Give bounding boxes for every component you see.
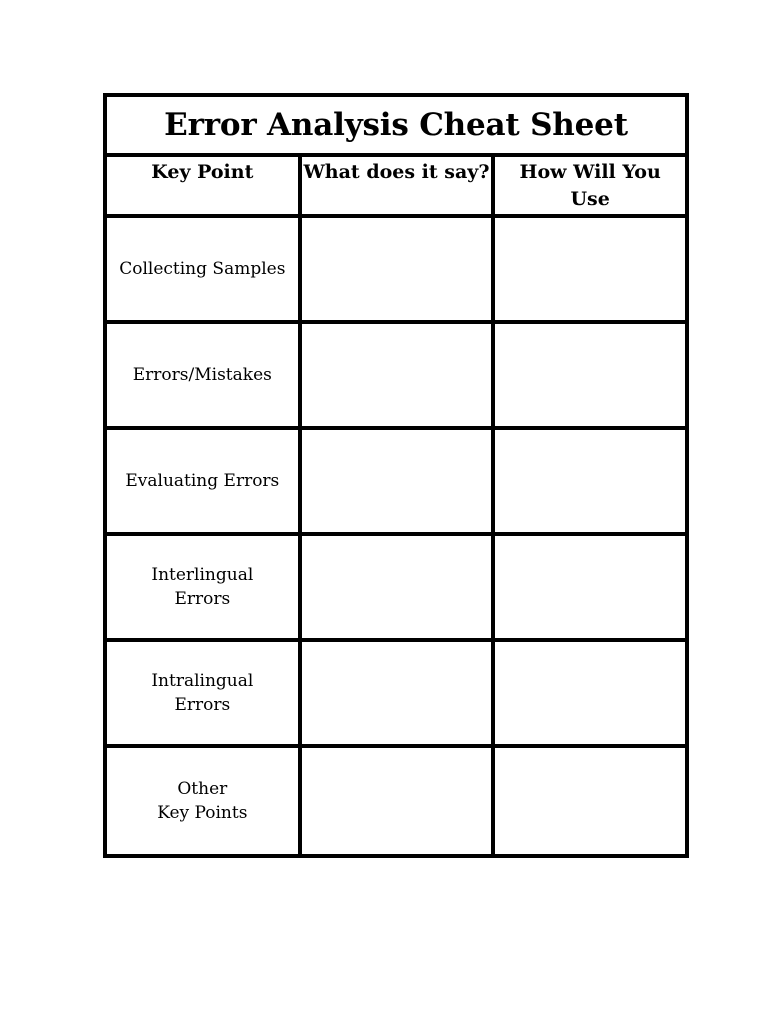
table-row — [105, 322, 687, 428]
how-will-you-use-cell — [493, 322, 687, 428]
key-point-cell: Other Key Points — [105, 746, 300, 856]
column-header-how-will-you-use: How Will You Use — [493, 155, 687, 216]
header-row — [105, 155, 687, 216]
table-row — [105, 746, 687, 856]
table-row — [105, 534, 687, 640]
key-point-cell: Interlingual Errors — [105, 534, 300, 640]
key-point-cell: Evaluating Errors — [105, 428, 300, 534]
what-does-it-say-cell — [300, 322, 494, 428]
how-will-you-use-cell — [493, 746, 687, 856]
how-will-you-use-cell — [493, 640, 687, 746]
how-will-you-use-cell — [493, 534, 687, 640]
how-will-you-use-cell — [493, 428, 687, 534]
key-point-cell: Intralingual Errors — [105, 640, 300, 746]
key-point-cell: Errors/Mistakes — [105, 322, 300, 428]
what-does-it-say-cell — [300, 746, 494, 856]
what-does-it-say-cell — [300, 216, 494, 322]
what-does-it-say-cell — [300, 534, 494, 640]
cheat-sheet-table — [103, 93, 689, 858]
key-point-cell: Collecting Samples — [105, 216, 300, 322]
table-row — [105, 216, 687, 322]
column-header-what-does-it-say: What does it say? — [300, 155, 494, 216]
table-row — [105, 640, 687, 746]
how-will-you-use-cell — [493, 216, 687, 322]
what-does-it-say-cell — [300, 428, 494, 534]
table-row — [105, 428, 687, 534]
sheet-title: Error Analysis Cheat Sheet — [105, 95, 687, 155]
what-does-it-say-cell — [300, 640, 494, 746]
column-header-key-point: Key Point — [105, 155, 300, 216]
title-row — [105, 95, 687, 155]
